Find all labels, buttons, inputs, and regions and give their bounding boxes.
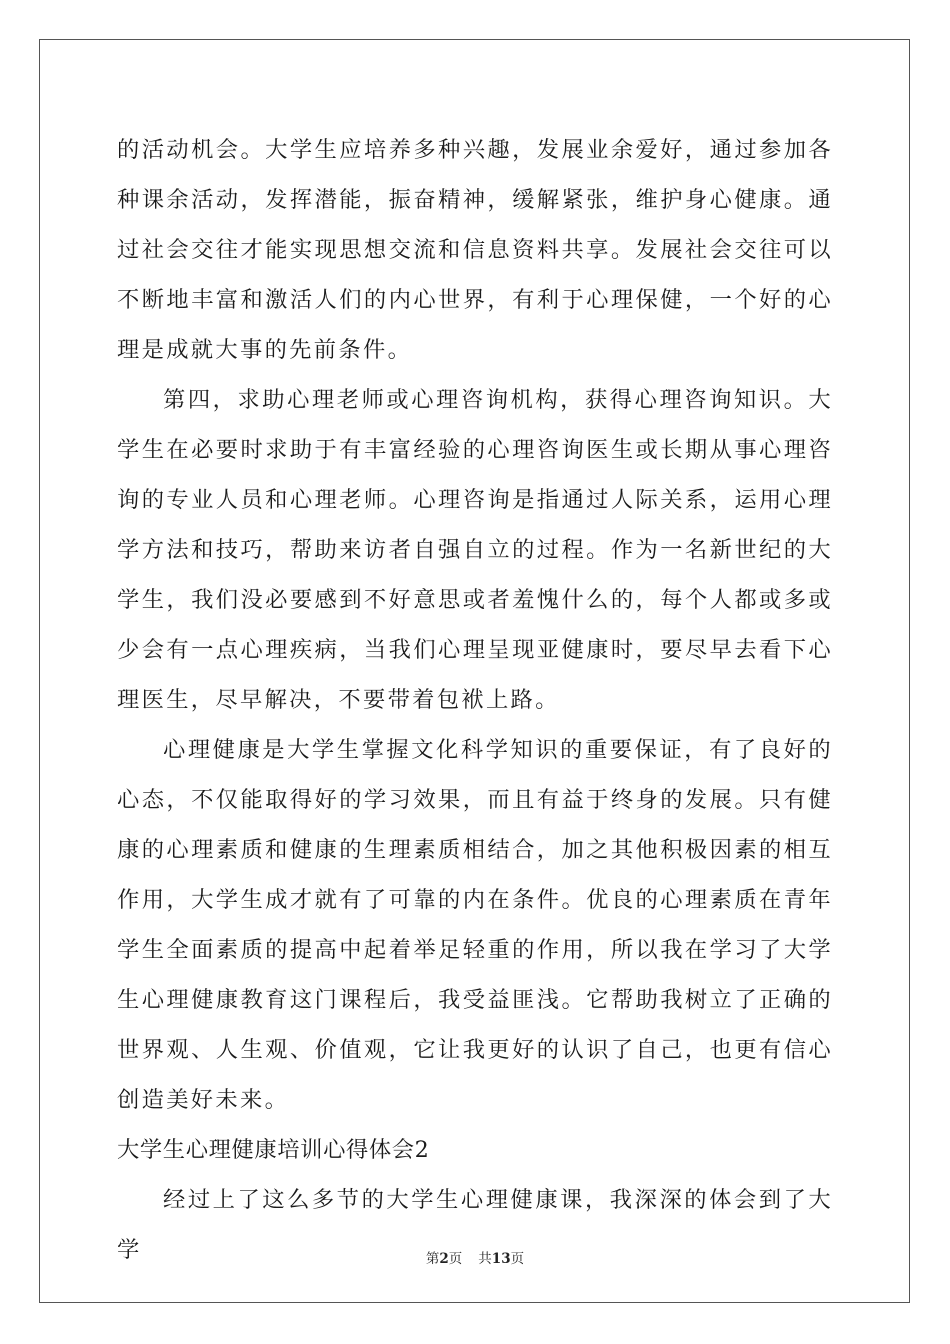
- total-prefix: 共: [478, 1251, 492, 1267]
- page-footer: [0, 1247, 950, 1267]
- paragraph-fourth-point: 第四，求助心理老师或心理咨询机构，获得心理咨询知识。大学生在必要时求助于有丰富经验的心理咨询医生或长期从事心理咨询的专业人员和心理老师。心理咨询是指通过人际关系，运用心理学方法和技巧，帮助来访者自强自立的过程。作为一名新世纪的大学生，我们没必要感到不好意思或者羞愧什么的，每个人都或多或少会有一点心理疾病，当我们心理呈现亚健康时，要尽早去看下心理医生，尽早解决，不要带着包袱上路。: [117, 387, 833, 713]
- total-suffix: 页: [510, 1251, 525, 1267]
- page-suffix: 页: [448, 1251, 463, 1267]
- page-number: 2: [439, 1251, 449, 1267]
- page-prefix: 第: [425, 1251, 440, 1267]
- paragraph-conclusion: 心理健康是大学生掌握文化科学知识的重要保证，有了良好的心态，不仅能取得好的学习效果，而且有益于终身的发展。只有健康的心理素质和健康的生理素质相结合，加之其他积极因素的相互作用，大学生成才就有了可靠的内在条件。优良的心理素质在青年学生全面素质的提高中起着举足轻重的作用，所以我在学习了大学生心理健康教育这门课程后，我受益匪浅。它帮助我树立了正确的世界观、人生观、价值观，它让我更好的认识了自己，也更有信心创造美好未来。: [117, 737, 833, 1113]
- paragraph-continued: 的活动机会。大学生应培养多种兴趣，发展业余爱好，通过参加各种课余活动，发挥潜能，振奋精神，缓解紧张，维护身心健康。通过社会交往才能实现思想交流和信息资料共享。发展社会交往可以不断地丰富和激活人们的内心世界，有利于心理保健，一个好的心理是成就大事的先前条件。: [117, 137, 833, 363]
- section-heading: 大学生心理健康培训心得体会2: [117, 1137, 430, 1163]
- total-pages: 13: [491, 1251, 511, 1267]
- paragraph-next-section: 经过上了这么多节的大学生心理健康课，我深深的体会到了大学: [117, 1187, 833, 1263]
- document-body: [117, 125, 833, 1275]
